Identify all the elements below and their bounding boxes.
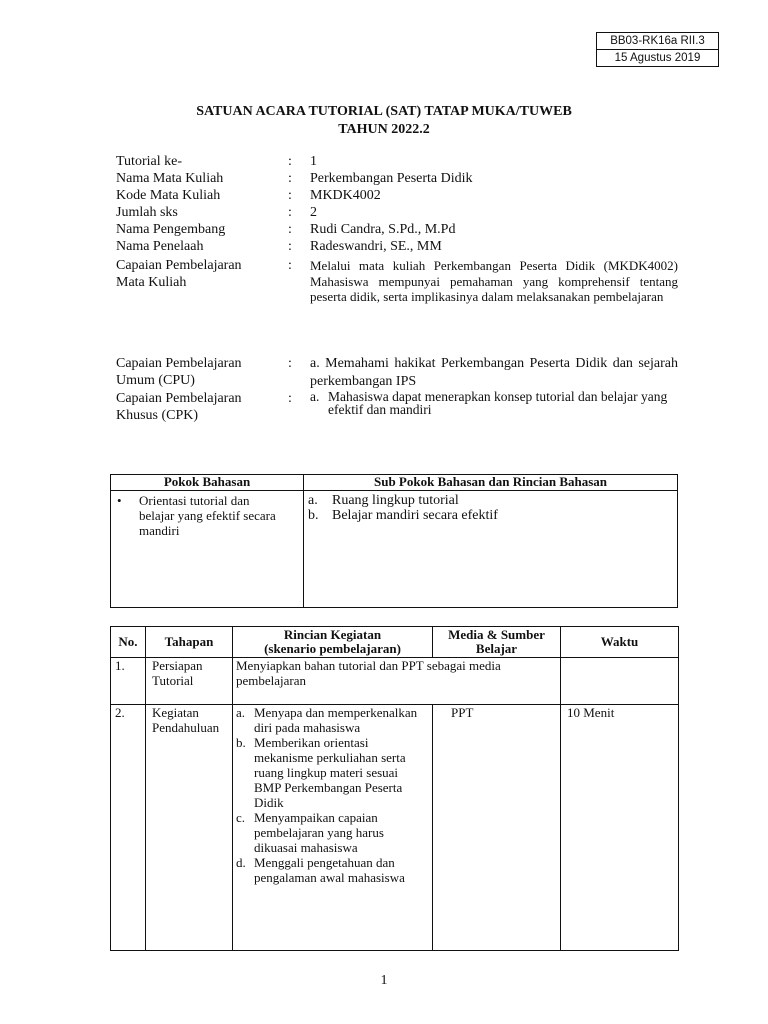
info-colon: : (288, 258, 292, 273)
info-value: 2 (310, 205, 317, 220)
waktu-cell (561, 658, 679, 705)
cpu-value (310, 355, 678, 391)
column-header-media (433, 627, 561, 658)
info-label: Tutorial ke- (116, 154, 182, 169)
info-colon: : (288, 239, 292, 254)
rincian-header-line1: Rincian Kegiatan (283, 627, 382, 642)
list-item (236, 855, 428, 885)
info-colon: : (288, 205, 292, 220)
document-code: BB03-RK16a RII.3 (610, 35, 705, 47)
cpu-label-line2: Umum (CPU) (116, 373, 195, 388)
page-subtitle: TAHUN 2022.2 (338, 122, 430, 137)
column-header-sub-pokok: Sub Pokok Bahasan dan Rincian Bahasan (304, 475, 678, 491)
column-header-waktu: Waktu (561, 627, 679, 658)
bullet-icon: • (117, 493, 122, 508)
cpu-label (116, 355, 288, 391)
tahapan-line2: Pendahuluan (152, 720, 220, 735)
column-header-rincian (233, 627, 433, 658)
rincian-cell (233, 705, 433, 951)
activity-item-text: Menyampaikan capaian pembelajaran yang harus dikuasai mahasiswa (254, 810, 384, 855)
list-item (236, 705, 428, 735)
row-number: 2. (111, 705, 146, 951)
list-item (308, 493, 673, 508)
info-label: Nama Mata Kuliah (116, 171, 224, 186)
info-row-sks (116, 204, 678, 221)
table-row (111, 658, 679, 705)
cpk-value (310, 390, 678, 424)
cpk-label (116, 390, 288, 424)
info-colon: : (288, 154, 292, 169)
cpk-marker: a. (310, 389, 320, 404)
tahapan-cell (146, 658, 233, 705)
cpmk-value: Melalui mata kuliah Perkembangan Peserta Didik (MKDK4002) Mahasiswa mempunyai pemahaman yang komprehensif tentang peserta didik, serta implikasinya dalam melaksanakan pembelajaran (310, 258, 678, 305)
list-item (236, 810, 428, 855)
info-value: Radeswandri, SE., MM (310, 239, 442, 254)
document-code-box (596, 32, 719, 67)
cpu-text: Memahami hakikat Perkembangan Peserta Didik dan sejarah perkembangan IPS (310, 356, 678, 389)
tahapan-cell (146, 705, 233, 951)
table-row (111, 491, 678, 608)
info-label: Kode Mata Kuliah (116, 188, 221, 203)
activity-item-text: Menyapa dan memperkenalkan diri pada mahasiswa (254, 705, 418, 735)
tahapan-line1: Persiapan (152, 658, 203, 673)
cpu-marker: a. (310, 356, 320, 371)
list-item (115, 493, 299, 538)
page-number: 1 (380, 973, 388, 988)
cpk-label-line2: Khusus (CPK) (116, 408, 199, 423)
document-date: 15 Agustus 2019 (597, 49, 718, 66)
info-value: Rudi Candra, S.Pd., M.Pd (310, 222, 456, 237)
topic-table (110, 474, 678, 608)
cpk-text: Mahasiswa dapat menerapkan konsep tutorial dan belajar yang efektif dan mandiri (328, 389, 668, 417)
info-colon: : (288, 171, 292, 186)
info-label (116, 257, 288, 305)
cpk-label-line1: Capaian Pembelajaran (116, 391, 242, 406)
course-info (116, 153, 678, 305)
pokok-cell (111, 491, 304, 608)
media-cell: PPT (433, 705, 561, 951)
list-marker: a. (236, 705, 246, 720)
info-label: Jumlah sks (116, 205, 178, 220)
cpk-block (116, 390, 678, 424)
sub-pokok-text: Ruang lingkup tutorial (332, 493, 459, 508)
cpmk-label-line2: Mata Kuliah (116, 275, 187, 290)
cpu-block (116, 355, 678, 391)
info-row-course-code (116, 187, 678, 204)
tahapan-line2: Tutorial (152, 673, 194, 688)
column-header-tahapan: Tahapan (146, 627, 233, 658)
info-row-reviewer (116, 238, 678, 255)
sub-pokok-text: Belajar mandiri secara efektif (332, 508, 498, 523)
cpmk-label-line1: Capaian Pembelajaran (116, 258, 242, 273)
activity-item-text: Menggali pengetahuan dan pengalaman awal mahasiswa (254, 855, 405, 885)
column-header-no: No. (111, 627, 146, 658)
activity-item-text: Memberikan orientasi mekanisme perkuliahan serta ruang lingkup materi sesuai BMP Perkembangan Peserta Didik (254, 735, 406, 810)
info-label: Nama Pengembang (116, 222, 226, 237)
info-colon: : (288, 356, 292, 371)
list-item (308, 508, 673, 523)
table-header-row (111, 627, 679, 658)
info-colon: : (288, 391, 292, 406)
table-header-row (111, 475, 678, 491)
activity-table (110, 626, 679, 951)
list-item (236, 735, 428, 810)
info-value: MKDK4002 (310, 188, 381, 203)
cpu-label-line1: Capaian Pembelajaran (116, 356, 242, 371)
list-marker: c. (236, 810, 246, 825)
list-marker: a. (308, 493, 318, 508)
sub-pokok-cell (304, 491, 678, 608)
tahapan-line1: Kegiatan (152, 705, 199, 720)
info-colon: : (288, 188, 292, 203)
info-row-course-name (116, 170, 678, 187)
pokok-text: Orientasi tutorial dan belajar yang efektif secara mandiri (139, 493, 276, 538)
info-row-tutorial (116, 153, 678, 170)
rincian-cell: Menyiapkan bahan tutorial dan PPT sebagai media pembelajaran (233, 658, 561, 705)
media-header-line1: Media & Sumber (448, 627, 545, 642)
list-marker: b. (236, 735, 246, 750)
info-row-cpmk (116, 257, 678, 305)
list-marker: d. (236, 855, 246, 870)
info-value: Perkembangan Peserta Didik (310, 171, 473, 186)
table-row (111, 705, 679, 951)
info-colon: : (288, 222, 292, 237)
page-title: SATUAN ACARA TUTORIAL (SAT) TATAP MUKA/TUWEB (196, 104, 572, 119)
info-value: 1 (310, 154, 317, 169)
rincian-header-line2: (skenario pembelajaran) (264, 641, 401, 656)
list-marker: b. (308, 508, 319, 523)
info-label: Nama Penelaah (116, 239, 204, 254)
row-number: 1. (111, 658, 146, 705)
column-header-pokok: Pokok Bahasan (111, 475, 304, 491)
media-header-line2: Belajar (475, 641, 518, 656)
waktu-cell: 10 Menit (561, 705, 679, 951)
info-row-developer (116, 221, 678, 238)
